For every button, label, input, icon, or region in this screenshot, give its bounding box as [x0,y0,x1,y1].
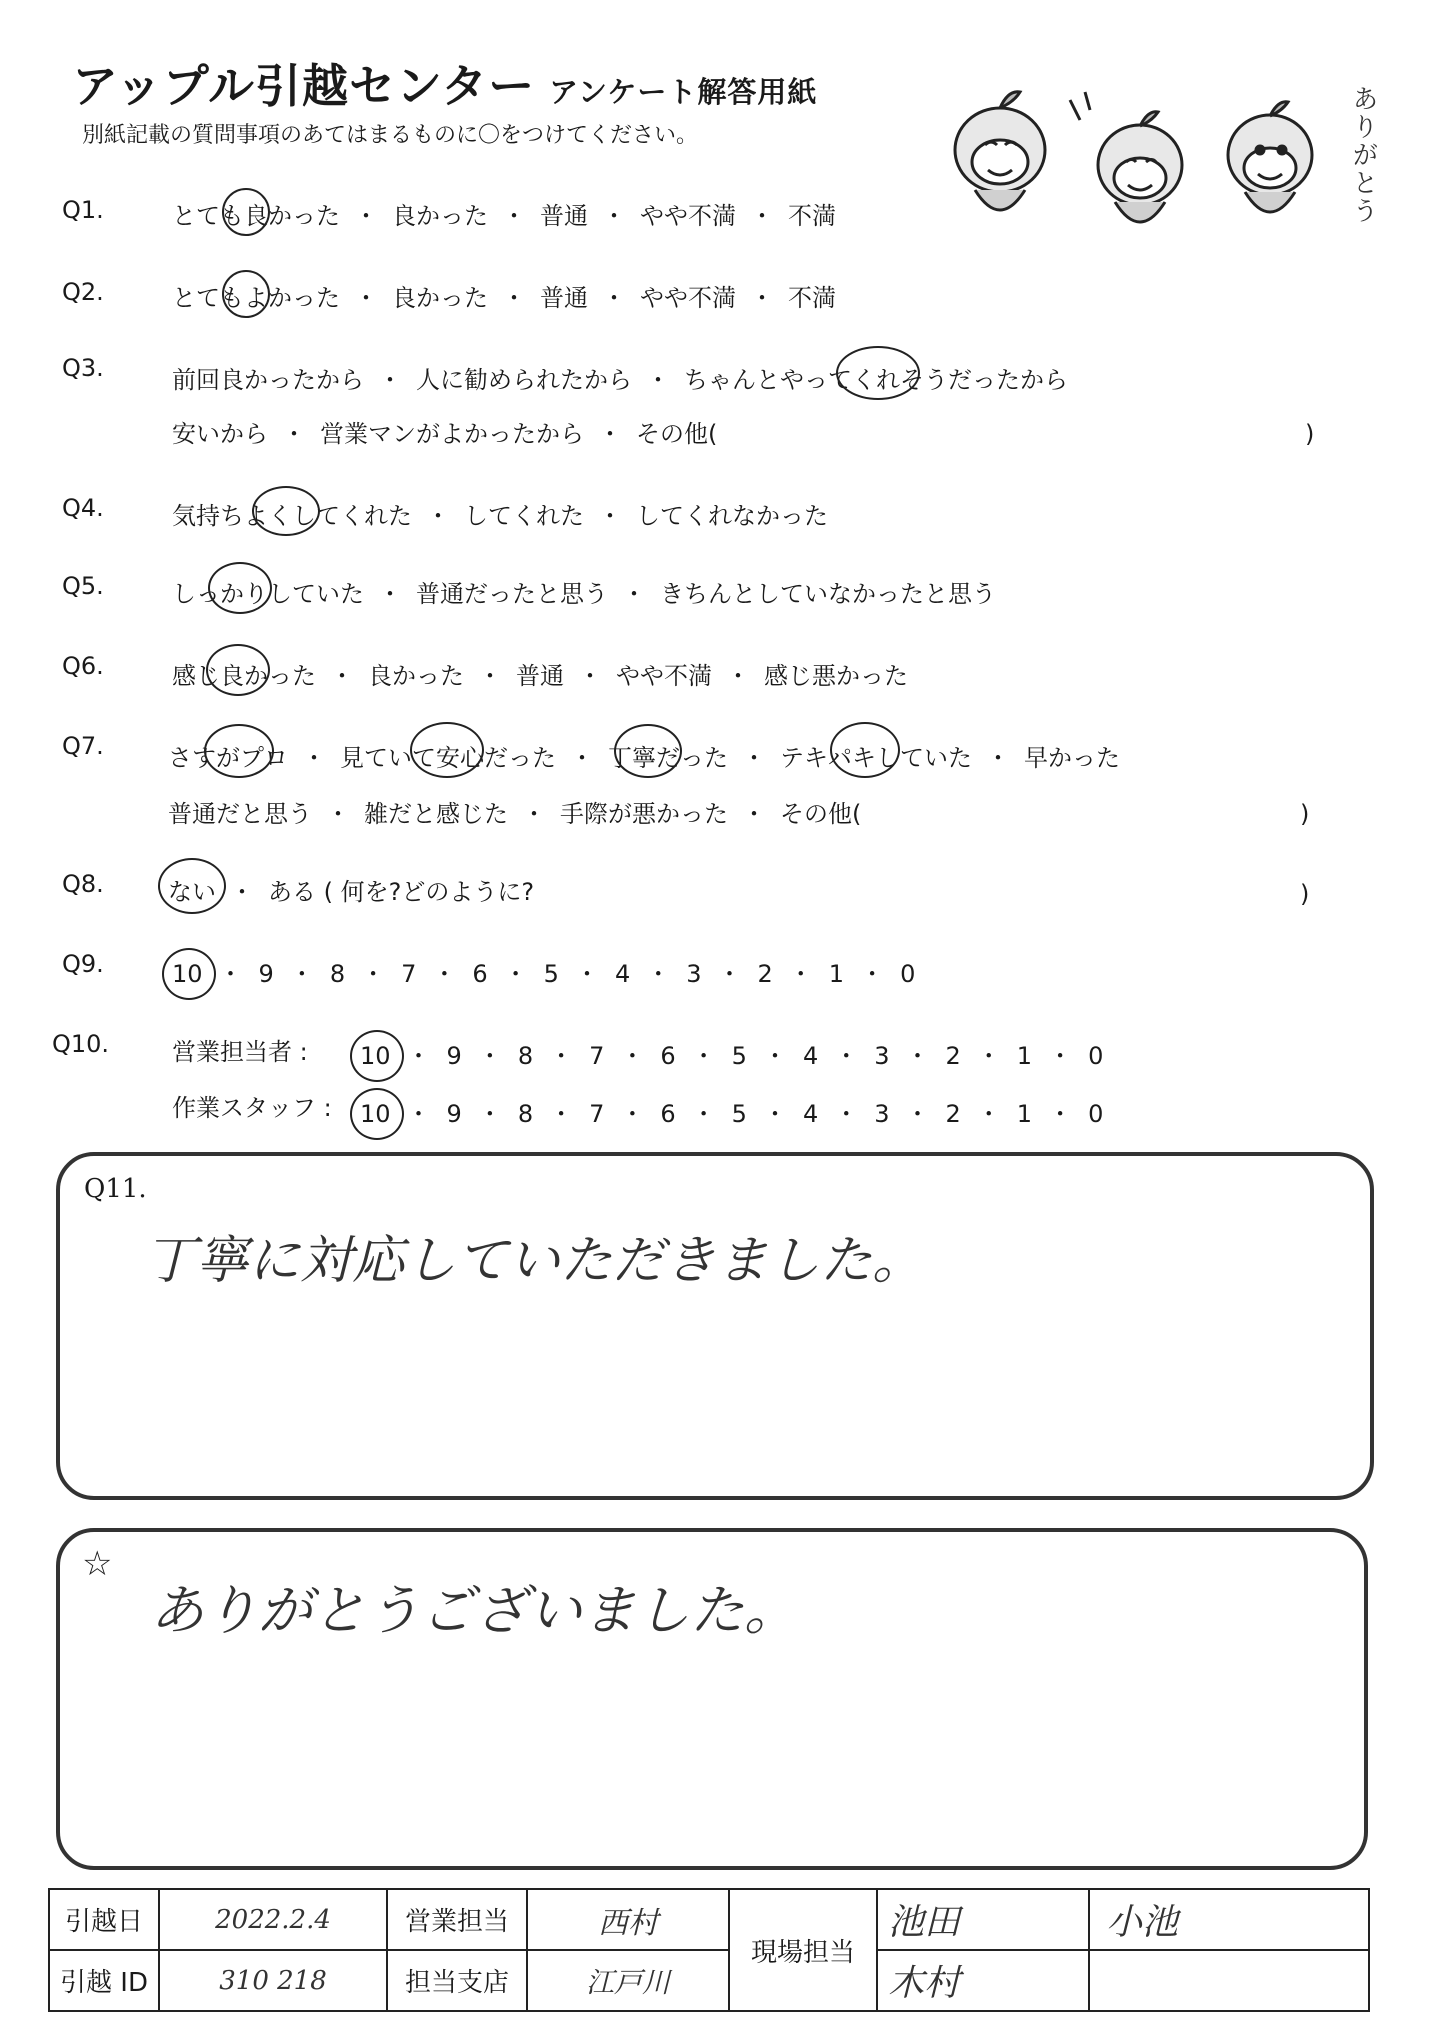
q9-option[interactable]: 8 [329,960,346,988]
q6-option[interactable]: 普通 [516,662,564,690]
sales-label: 営業担当 [387,1889,527,1950]
separator: ・ [691,1042,716,1070]
q10-sales-option[interactable]: 3 [874,1042,890,1070]
q10-sales-option[interactable]: 9 [446,1042,462,1070]
q5-option[interactable]: きちんとしていなかったと思う [660,580,996,608]
separator: ・ [646,960,671,988]
q9-option[interactable]: 1 [828,960,845,988]
q7-option[interactable]: 早かった [1024,744,1120,772]
q4-options: 気持ちよくしてくれた ・ してくれた ・ してくれなかった [172,496,828,531]
q1-option[interactable]: 不満 [788,202,836,230]
q10-staff-option[interactable]: 0 [1088,1100,1104,1128]
message-handwritten: ありがとうございました。 [150,1579,798,1642]
info-table [48,1888,1370,2012]
q7-option[interactable]: さすがプロ [168,738,288,773]
q11-handwritten-answer: 丁寧に対応していただきました。 [144,1231,925,1291]
q3-option[interactable]: 人に勧められたから [416,366,632,394]
separator: ・ [432,960,457,988]
q8-options: ない ・ ある ( 何を?どのように? [168,872,534,907]
q10-label: Q10. [52,1030,110,1058]
sales-value: 西村 [527,1889,729,1950]
separator: ・ [406,1042,431,1070]
q9-option[interactable]: 2 [757,960,773,988]
q5-options: しっかりしていた ・ 普通だったと思う ・ きちんとしていなかったと思う [172,574,996,609]
q10-staff-option[interactable]: 4 [802,1100,819,1128]
q11-label: Q11. [84,1174,147,1204]
q11-comment-box[interactable] [56,1152,1374,1500]
q7-close-paren: ) [1300,800,1310,828]
q6-label: Q6. [62,652,104,680]
q2-label: Q2. [62,278,104,306]
separator: ・ [762,1100,787,1128]
q2-options: とてもよかった ・ 良かった ・ 普通 ・ やや不満 ・ 不満 [172,278,836,313]
q5-option[interactable]: しっかりしていた [172,574,364,609]
separator: ・ [477,1100,502,1128]
q10-sales-label: 営業担当者 : [172,1038,308,1066]
q7-option[interactable]: 雑だと感じた [364,800,508,828]
site-value-3: 小池 [1089,1889,1369,1950]
separator: ・ [860,960,885,988]
instructions: 別紙記載の質問事項のあてはまるものに〇をつけてください。 [82,123,699,148]
q8-label: Q8. [62,870,104,898]
separator: ・ [691,1100,716,1128]
q1-options: とても良かった ・ 良かった ・ 普通 ・ やや不満 ・ 不満 [172,196,836,231]
q10-sales-scale [360,1036,1103,1071]
q5-option[interactable]: 普通だったと思う [416,580,608,608]
q10-staff-option[interactable]: 10 [360,1100,391,1128]
q9-option[interactable]: 6 [472,960,488,988]
separator: ・ [549,1100,574,1128]
q6-option[interactable]: 感じ悪かった [764,662,908,690]
star-icon: ☆ [82,1544,113,1584]
separator: ・ [361,960,386,988]
separator: ・ [834,1100,859,1128]
q10-sales-option[interactable]: 0 [1088,1042,1104,1070]
separator: ・ [406,1100,431,1128]
q5-label: Q5. [62,572,104,600]
separator: ・ [834,1042,859,1070]
move-id-value: 310 218 [159,1950,387,2011]
q9-option[interactable]: 4 [614,960,631,988]
q6-options: 感じ良かった ・ 良かった ・ 普通 ・ やや不満 ・ 感じ悪かった [172,656,908,691]
form-header [72,50,817,116]
q2-option[interactable]: 不満 [788,284,836,312]
q8-option[interactable]: ある ( 何を?どのように? [268,878,535,906]
company-name: アップル引越センター [72,59,536,113]
separator: ・ [503,960,528,988]
q4-option[interactable]: してくれなかった [636,502,828,530]
q7-option[interactable]: 丁寧だった [608,738,728,773]
q10-staff-option[interactable]: 8 [517,1100,534,1128]
site-label: 現場担当 [729,1889,877,2011]
branch-value: 江戸川 [527,1950,729,2011]
site-empty-cell [1089,1950,1369,2011]
q10-staff-option[interactable]: 1 [1016,1100,1033,1128]
q3-option[interactable]: 営業マンがよかったから [320,420,584,448]
q1-option[interactable]: とても良かった [172,196,340,231]
q10-staff-option[interactable]: 3 [874,1100,890,1128]
q9-option[interactable]: 3 [686,960,702,988]
mascot-illustration [900,60,1380,250]
q10-staff-option[interactable]: 6 [660,1100,676,1128]
thanks-vertical-text: ありがとう [1348,85,1378,225]
q10-sales-option[interactable]: 5 [731,1042,747,1070]
q3-close-paren: ) [1305,420,1315,448]
separator: ・ [549,1042,574,1070]
separator: ・ [905,1100,930,1128]
q10-sales-option[interactable]: 1 [1016,1042,1033,1070]
q10-sales-option[interactable]: 4 [802,1042,819,1070]
move-date-value: 2022.2.4 [159,1889,387,1950]
q10-sales-option[interactable]: 2 [945,1042,961,1070]
q10-staff-scale [360,1094,1103,1129]
q4-option[interactable]: 気持ちよくしてくれた [172,496,412,531]
q6-option[interactable]: やや不満 [616,662,712,690]
separator: ・ [976,1042,1001,1070]
q7-label: Q7. [62,732,104,760]
q9-option[interactable]: 7 [401,960,417,988]
q3-option[interactable]: ちゃんとやってくれそうだったから [684,360,1068,395]
q10-sales-option[interactable]: 10 [360,1042,391,1070]
site-value-1: 池田 [877,1889,1089,1950]
q3-label: Q3. [62,354,104,382]
move-date-label: 引越日 [49,1889,159,1950]
q10-staff-option[interactable]: 2 [945,1100,961,1128]
separator: ・ [574,960,599,988]
separator: ・ [218,960,243,988]
q10-sales-option[interactable]: 8 [517,1042,534,1070]
q1-option[interactable]: やや不満 [640,202,736,230]
separator: ・ [620,1100,645,1128]
q10-staff-option[interactable]: 7 [589,1100,605,1128]
q3-option[interactable]: 安いから [172,420,268,448]
q4-label: Q4. [62,494,104,522]
q10-sales-option[interactable]: 7 [589,1042,605,1070]
branch-label: 担当支店 [387,1950,527,2011]
separator: ・ [788,960,813,988]
q10-staff-label: 作業スタッフ : [172,1094,332,1122]
q1-option[interactable]: 良かった [392,202,488,230]
q9-scale [172,954,915,989]
q7-options-line1: さすがプロ ・ 見ていて安心だった ・ 丁寧だった ・ テキパキしていた ・ 早かった [168,738,1120,773]
separator: ・ [1048,1100,1073,1128]
q9-label: Q9. [62,950,104,978]
q2-option[interactable]: とてもよかった [172,278,340,313]
q1-label: Q1. [62,196,104,224]
q2-option[interactable]: やや不満 [640,284,736,312]
q8-option[interactable]: ない [168,872,216,907]
q4-option[interactable]: してくれた [464,502,584,530]
q7-options-line2: 普通だと思う ・ 雑だと感じた ・ 手際が悪かった ・ その他( [168,794,861,829]
q10-sales-option[interactable]: 6 [660,1042,676,1070]
q7-option-other[interactable]: その他( [780,800,862,828]
q7-option[interactable]: テキパキしていた [780,738,972,773]
q7-option[interactable]: 手際が悪かった [560,800,728,828]
separator: ・ [717,960,742,988]
q9-option[interactable]: 5 [543,960,559,988]
q7-option[interactable]: 普通だと思う [168,800,312,828]
q6-option[interactable]: 感じ良かった [172,656,316,691]
q9-option[interactable]: 9 [258,960,274,988]
site-value-2: 木村 [877,1950,1089,2011]
separator: ・ [477,1042,502,1070]
q7-option[interactable]: 見ていて安心だった [340,738,556,773]
q3-options-line2: 安いから ・ 営業マンがよかったから ・ その他( [172,414,717,449]
q10-staff-option[interactable]: 5 [731,1100,747,1128]
separator: ・ [976,1100,1001,1128]
separator: ・ [620,1042,645,1070]
separator: ・ [1048,1042,1073,1070]
separator: ・ [289,960,314,988]
q2-option[interactable]: 良かった [392,284,488,312]
q10-staff-option[interactable]: 9 [446,1100,462,1128]
q3-option-other[interactable]: その他( [636,420,718,448]
q3-option[interactable]: 前回良かったから [172,366,364,394]
q9-option[interactable]: 10 [172,960,203,988]
q6-option[interactable]: 良かった [368,662,464,690]
message-box[interactable] [56,1528,1368,1870]
q3-options-line1: 前回良かったから ・ 人に勧められたから ・ ちゃんとやってくれそうだったから [172,360,1068,395]
q8-close-paren: ) [1300,880,1310,908]
separator: ・ [762,1042,787,1070]
separator: ・ [905,1042,930,1070]
q2-option[interactable]: 普通 [540,284,588,312]
form-title: アンケート解答用紙 [549,75,818,109]
q1-option[interactable]: 普通 [540,202,588,230]
move-id-label: 引越 ID [49,1950,159,2011]
q9-option[interactable]: 0 [900,960,916,988]
